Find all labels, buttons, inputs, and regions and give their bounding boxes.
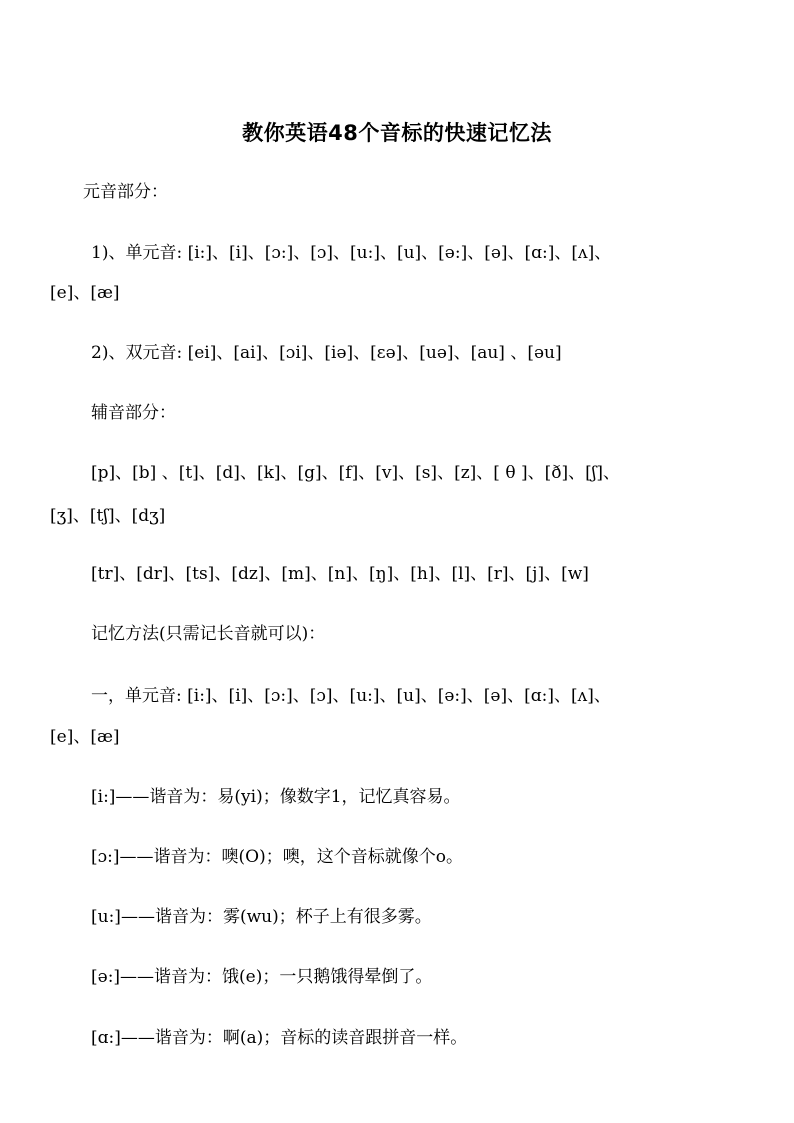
consonants-line-3: [tr]、[dr]、[ts]、[dz]、[m]、[n]、[ŋ]、[h]、[l]、[r]、[j]、[w] xyxy=(91,564,589,584)
memory-monophthongs-line-1: 一，单元音: [i:]、[i]、[ɔ:]、[ɔ]、[u:]、[u]、[ə:]、[ə]、[ɑ:]、[ʌ]、 xyxy=(91,686,611,706)
monophthongs-line-2: [e]、[æ] xyxy=(50,283,120,303)
tip-i-long: [i:]——谐音为：易(yi)；像数字1，记忆真容易。 xyxy=(91,787,461,807)
memory-monophthongs-line-2: [e]、[æ] xyxy=(50,727,120,747)
document-title: 教你英语48个音标的快速记忆法 xyxy=(242,121,552,145)
consonants-line-2: [ʒ]、[tʃ]、[dʒ] xyxy=(50,506,166,526)
monophthongs-line-1: 1)、单元音: [i:]、[i]、[ɔ:]、[ɔ]、[u:]、[u]、[ə:]、[ə]、[ɑ:]、[ʌ]、 xyxy=(91,243,612,263)
tip-u-long: [u:]——谐音为：雾(wu)；杯子上有很多雾。 xyxy=(91,907,432,927)
consonants-line-1: [p]、[b] 、[t]、[d]、[k]、[g]、[f]、[v]、[s]、[z]、[ θ ]、[ð]、[ʃ]、 xyxy=(91,463,620,483)
tip-schwa-long: [ə:]——谐音为：饿(e)；一只鹅饿得晕倒了。 xyxy=(91,967,433,987)
consonants-heading: 辅音部分： xyxy=(91,403,176,423)
memory-heading: 记忆方法(只需记长音就可以)： xyxy=(91,624,326,644)
diphthongs-line: 2)、双元音: [ei]、[ai]、[ɔi]、[iə]、[ɛə]、[uə]、[au] 、[əu] xyxy=(91,343,562,363)
vowels-heading: 元音部分： xyxy=(83,182,168,202)
tip-a-long: [ɑ:]——谐音为：啊(a)；音标的读音跟拼音一样。 xyxy=(91,1028,468,1048)
tip-o-long: [ɔ:]——谐音为：噢(O)；噢，这个音标就像个o。 xyxy=(91,847,463,867)
